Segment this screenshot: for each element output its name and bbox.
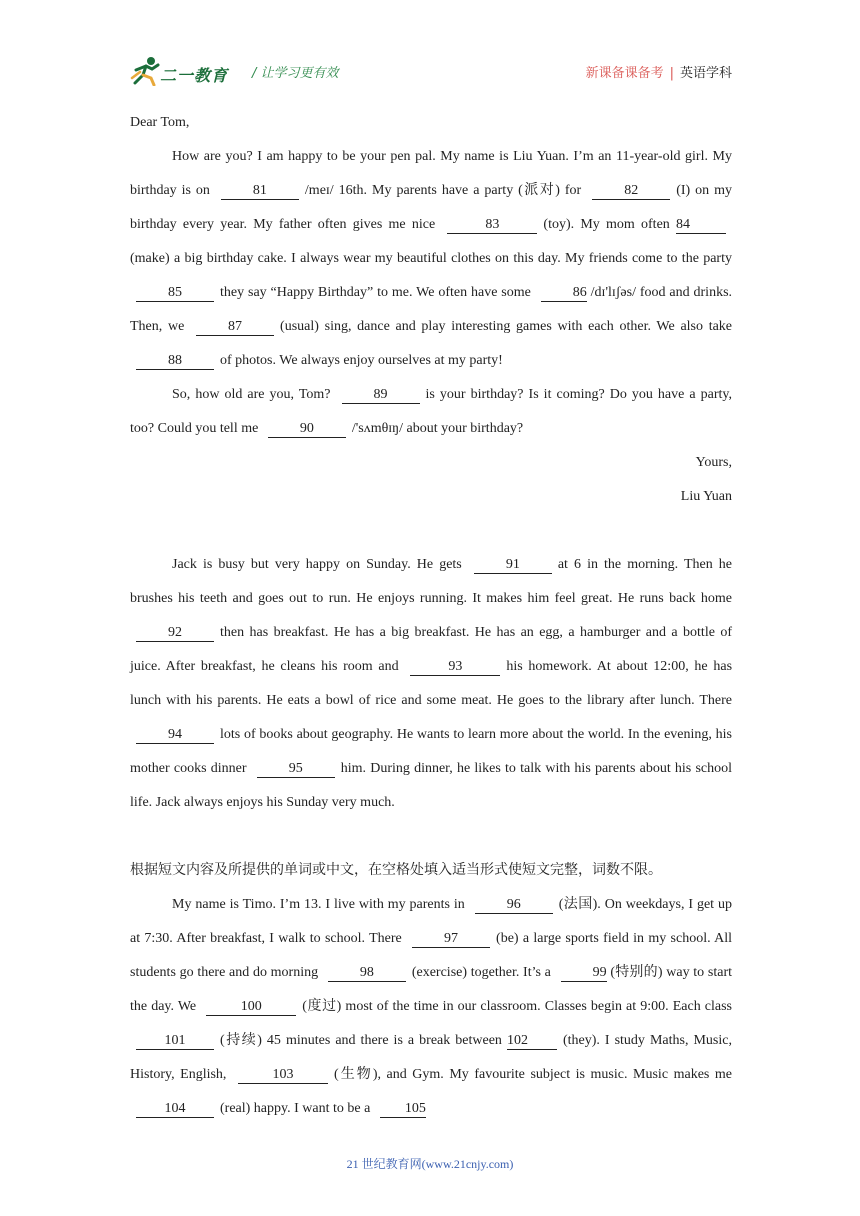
text-run: (生物), and Gym. My favourite subject is music. Music makes me	[334, 1067, 733, 1082]
section-3-instruction: 根据短文内容及所提供的单词或中文，在空格处填入适当形式使短文完整，词数不限。	[130, 863, 662, 878]
blank-87[interactable]: 87	[196, 318, 274, 336]
text-run: (they). I study Maths, Music, History, English,	[130, 1033, 732, 1082]
blank-90[interactable]: 90	[268, 420, 346, 438]
text-run: (持续) 45 minutes and there is a break between	[220, 1033, 502, 1048]
text-run: /meɪ/ 16th. My parents have a party (派对) for	[304, 183, 582, 198]
text-run: My name is Timo. I’m 13. I live with my parents in	[172, 897, 465, 912]
text-run: is your birthday? Is it coming? Do you have a party, too? Could you tell me	[130, 387, 733, 436]
text-run: (法国). On weekdays, I get up at 7:30. After breakfast, I walk to school. There	[130, 897, 732, 946]
text-run: then has breakfast. He has a big breakfast. He has an egg, a hamburger and a bottle of juice. After breakfast, he cleans his room and	[130, 625, 732, 674]
blank-91[interactable]: 91	[474, 556, 552, 574]
blank-96[interactable]: 96	[475, 896, 553, 914]
brand-logo	[130, 56, 240, 88]
letter-closing: Yours,	[695, 455, 732, 470]
text-run: lots of books about geography. He wants to learn more about the world. In the evening, his mother cooks dinner	[130, 727, 732, 776]
document-body	[130, 106, 732, 1126]
text-run: So, how old are you, Tom?	[172, 387, 331, 402]
text-run: at 6 in the morning. Then he brushes his teeth and goes out to run. He enjoys running. It makes him feel great. He runs back home	[130, 557, 733, 606]
blank-81[interactable]: 81	[221, 182, 299, 200]
letter-paragraph-1	[130, 140, 732, 378]
section-3-paragraph	[130, 888, 732, 1126]
passage-2-paragraph	[130, 548, 732, 820]
text-run: (be) a large sports field in my school. All students go there and do morning	[130, 931, 733, 980]
text-run: of photos. We always enjoy ourselves at my party!	[220, 353, 503, 368]
blank-99[interactable]: 99	[561, 964, 607, 982]
header-separator: |	[669, 66, 674, 81]
blank-85[interactable]: 85	[136, 284, 214, 302]
section-spacer	[130, 820, 732, 854]
text-run: (I) on my birthday every year. My father often gives me nice	[130, 183, 733, 232]
text-run: his homework. At about 12:00, he has lunch with his parents. He eats a bowl of rice and some meat. He goes to the library after lunch. There	[130, 659, 733, 708]
blank-97[interactable]: 97	[412, 930, 490, 948]
text-run: (特别的) way to start the day. We	[130, 965, 732, 1014]
blank-102[interactable]: 102	[507, 1032, 557, 1050]
blank-83[interactable]: 83	[447, 216, 537, 234]
blank-105[interactable]: 105	[380, 1100, 426, 1118]
header-subject: 英语学科	[679, 66, 732, 81]
blank-103[interactable]: 103	[238, 1066, 328, 1084]
blank-86[interactable]: 86	[541, 284, 587, 302]
blank-82[interactable]: 82	[592, 182, 670, 200]
section-spacer	[130, 514, 732, 548]
blank-94[interactable]: 94	[136, 726, 214, 744]
text-run: (make) a big birthday cake. I always wear my beautiful clothes on this day. My friends come to the party	[130, 251, 732, 266]
page-header	[130, 56, 732, 90]
text-run: (exercise) together. It’s a	[411, 965, 551, 980]
blank-84[interactable]: 84	[676, 216, 726, 234]
text-run: /'sʌmθɪŋ/ about your birthday?	[351, 421, 524, 436]
blank-98[interactable]: 98	[328, 964, 406, 982]
blank-95[interactable]: 95	[257, 760, 335, 778]
text-run: /dɪ'lɪʃəs/ food and drinks. Then, we	[130, 285, 733, 334]
text-run: How are you? I am happy to be your pen pal. My name is Liu Yuan. I’m an 11-year-old girl. My birthday is on	[130, 149, 732, 198]
text-run: (toy). My mom often	[543, 217, 670, 232]
text-run: they say “Happy Birthday” to me. We often have some	[220, 285, 531, 300]
logo-text: 二一教育	[160, 66, 229, 85]
text-run: (real) happy. I want to be a	[220, 1101, 371, 1116]
letter-greeting: Dear Tom,	[130, 115, 190, 130]
letter-paragraph-2	[130, 378, 732, 446]
text-run: (usual) sing, dance and play interesting games with each other. We also take	[280, 319, 733, 334]
header-tagline: 新课备课备考	[585, 66, 664, 81]
blank-88[interactable]: 88	[136, 352, 214, 370]
letter-signature: Liu Yuan	[680, 489, 732, 504]
blank-93[interactable]: 93	[410, 658, 500, 676]
text-run: him. During dinner, he likes to talk with his parents about his school life. Jack always enjoys his Sunday very much.	[130, 761, 733, 810]
header-slogan: / 让学习更有效	[252, 66, 339, 81]
blank-104[interactable]: 104	[136, 1100, 214, 1118]
header-right	[586, 62, 732, 81]
page-footer: 21 世纪教育网(www.21cnjy.com)	[346, 1157, 514, 1171]
running-figure-logo-icon	[130, 56, 162, 86]
blank-100[interactable]: 100	[206, 998, 296, 1016]
text-run: (度过) most of the time in our classroom. Classes begin at 9:00. Each class	[302, 999, 733, 1014]
blank-101[interactable]: 101	[136, 1032, 214, 1050]
blank-89[interactable]: 89	[342, 386, 420, 404]
text-run: Jack is busy but very happy on Sunday. He gets	[172, 557, 462, 572]
blank-92[interactable]: 92	[136, 624, 214, 642]
